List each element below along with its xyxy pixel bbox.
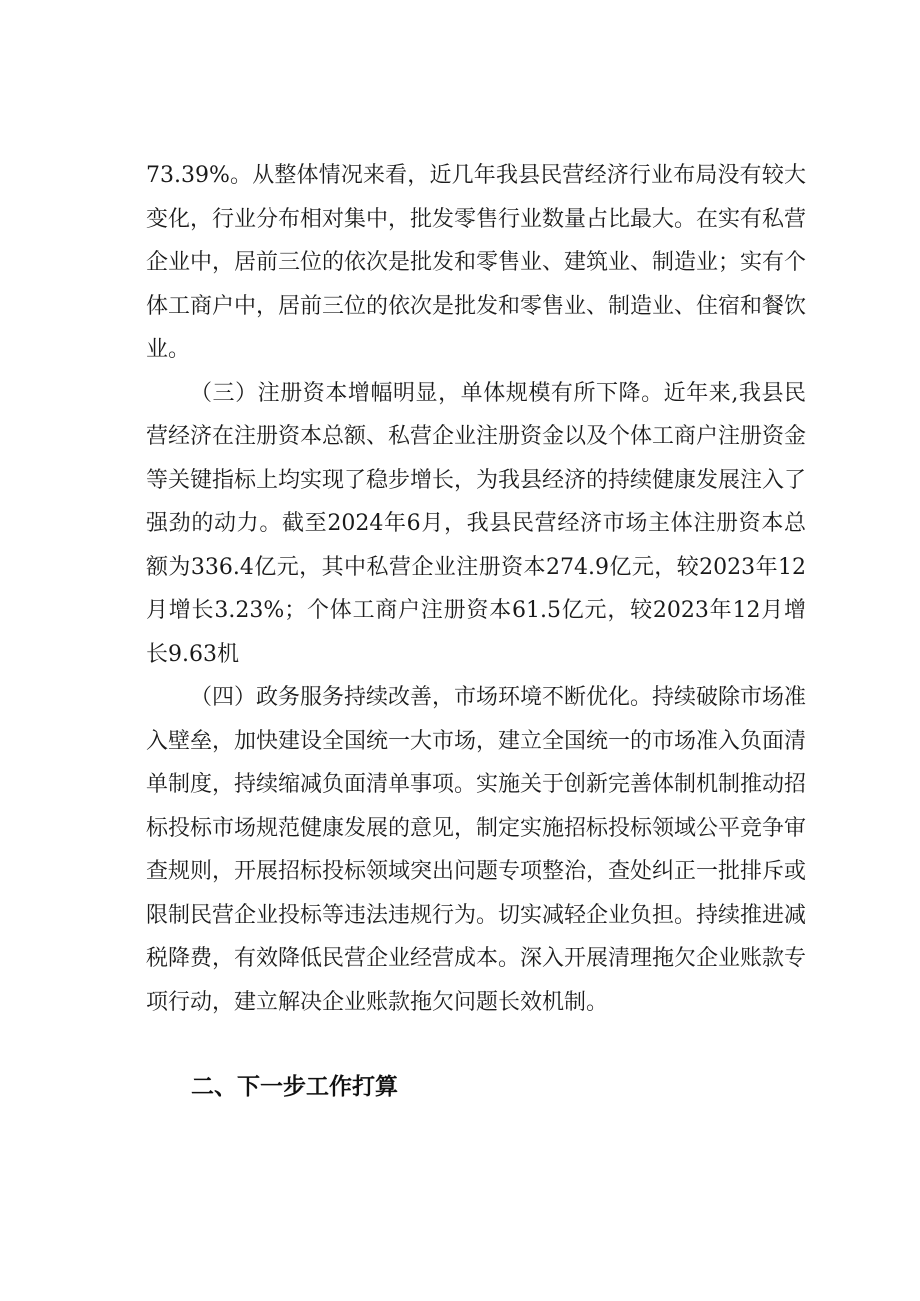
paragraph-registered-capital: （三）注册资本增幅明显，单体规模有所下降。近年来,我县民营经济在注册资本总额、私营企业注册资金以及个体工商户注册资金等关键指标上均实现了稳步增长，为我县经济的持续健康发展注入了强劲的动力。截至2024年6月，我县民营经济市场主体注册资本总额为336.4亿元，其中私营企业注册资本274.9亿元，较2023年12月增长3.23%；个体工商户注册资本61.5亿元，较2023年12月增长9.63机 [146, 380, 807, 667]
document-body [146, 154, 806, 1024]
paragraph-industry-layout: 73.39%。从整体情况来看，近几年我县民营经济行业布局没有较大变化，行业分布相对集中，批发零售行业数量占比最大。在实有私营企业中，居前三位的依次是批发和零售业、建筑业、制造业；实有个体工商户中，居前三位的依次是批发和零售业、制造业、住宿和餐饮业。 [146, 163, 807, 362]
section-heading: 二、下一步工作打算 [191, 1074, 398, 1100]
paragraph-government-services: （四）政务服务持续改善，市场环境不断优化。持续破除市场准入壁垒，加快建设全国统一大市场，建立全国统一的市场准入负面清单制度，持续缩减负面清单事项。实施关于创新完善体制机制推动招标投标市场规范健康发展的意见，制定实施招标投标领域公平竞争审查规则，开展招标投标领域突出问题专项整治，查处纠正一批排斥或限制民营企业投标等违法违规行为。切实减轻企业负担。持续推进减税降费，有效降低民营企业经营成本。深入开展清理拖欠企业账款专项行动，建立解决企业账款拖欠问题长效机制。 [146, 685, 807, 1015]
